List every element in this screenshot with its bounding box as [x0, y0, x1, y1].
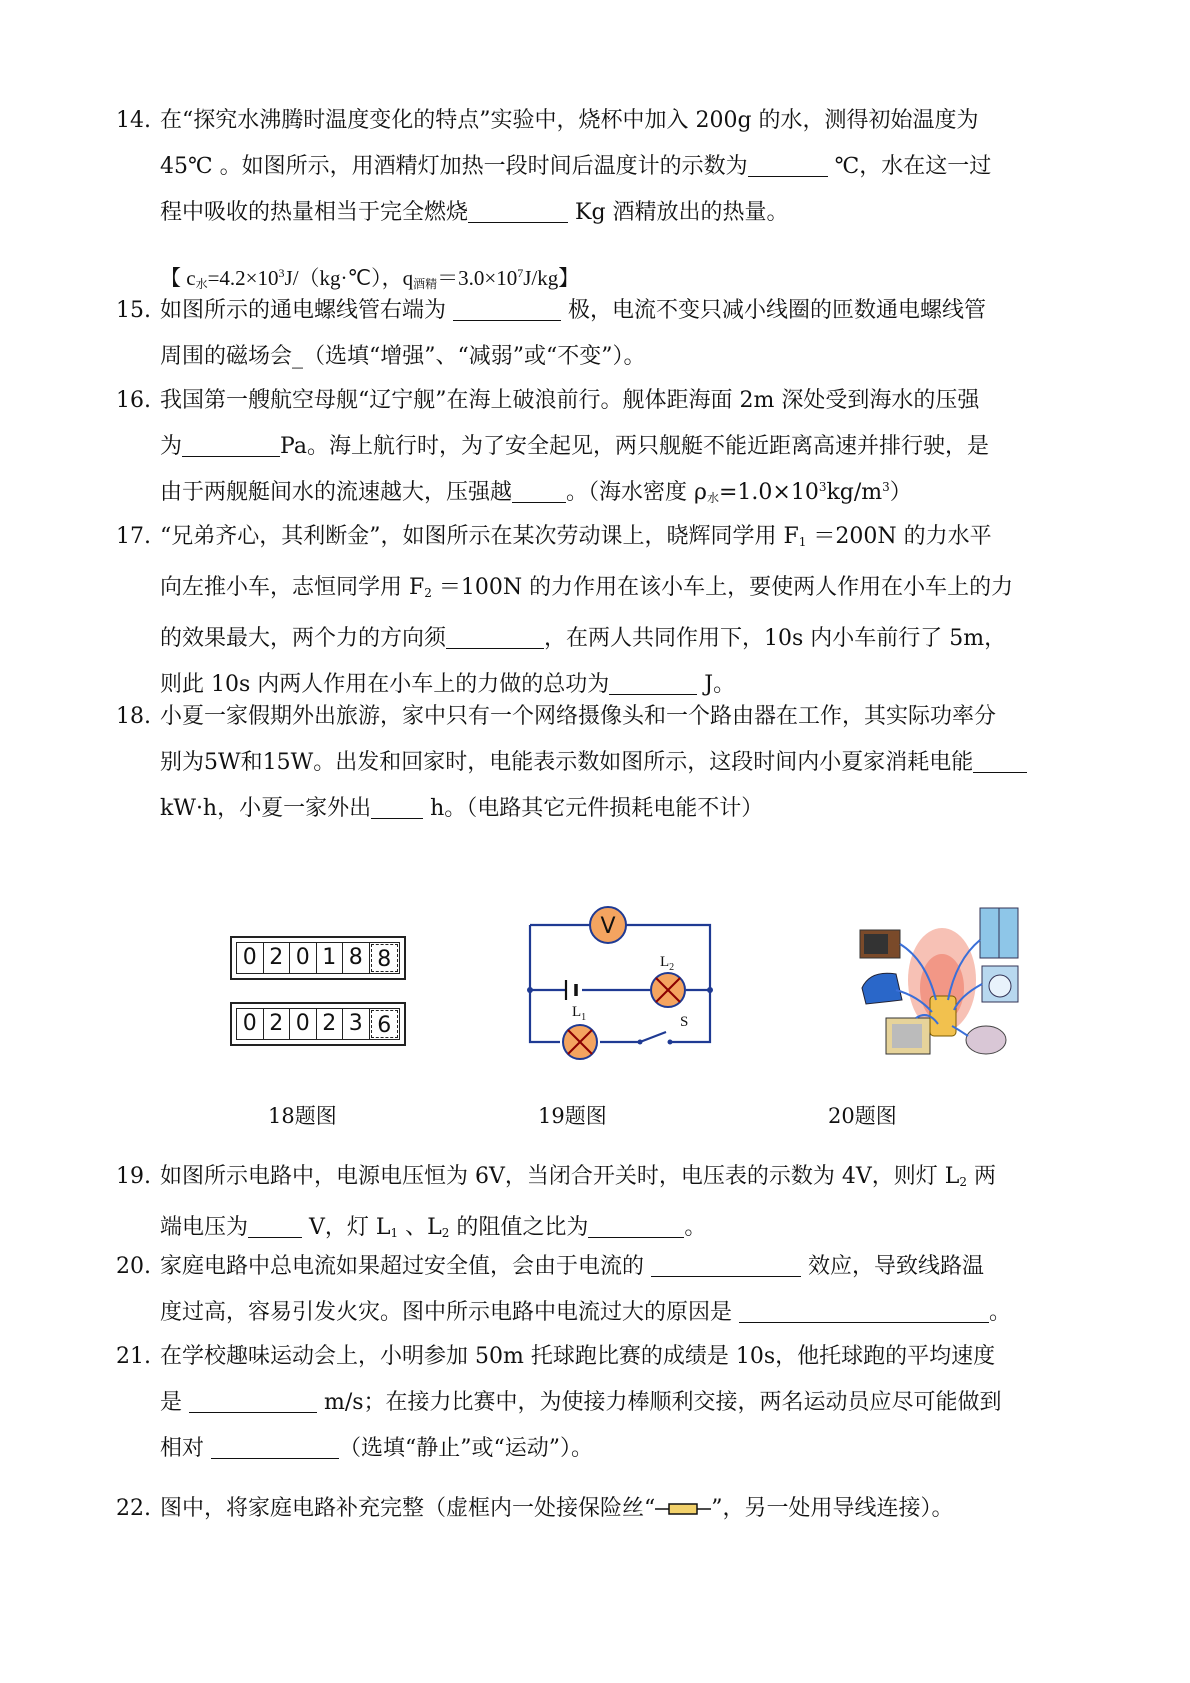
fuse-symbol-icon [655, 1487, 711, 1501]
question-number: 21. [116, 1344, 151, 1369]
meter-digit: 2 [317, 1009, 344, 1039]
answer-blank[interactable] [211, 1436, 339, 1459]
question-20: 20. 家庭电路中总电流如果超过安全值，会由于电流的 效应，导致线路温 度过高，容易引发火灾。图中所示电路中电流过大的原因是 。 [116, 1244, 1080, 1336]
meter-digit: 0 [237, 943, 264, 973]
lamp-l1-icon [563, 1025, 597, 1059]
question-text: 我国第一艘航空母舰“辽宁舰”在海上破浪前行。舰体距海面 2m 深处受到海水的压强 [160, 388, 980, 413]
television-icon [886, 1018, 930, 1054]
formula-constants: 【 $c_水=4.2\times 10^3J/(kg\cdot℃)$，$q_{酒精}=3.0\times 10^7J/kg$】 [160, 266, 580, 291]
question-text: 度过高，容易引发火灾。图中所示电路中电流过大的原因是 [160, 1300, 739, 1325]
answer-blank[interactable] [189, 1390, 317, 1413]
svg-text:L1: $L_1$ [572, 1004, 587, 1023]
question-text: Pa。海上航行时，为了安全起见，两只舰艇不能近距离高速并排行驶，是 [280, 434, 989, 459]
question-text: （选填“静止”或“运动”）。 [339, 1436, 593, 1461]
question-text: ＝100N 的力作用在该小车上，要使两人作用在小车上的力 [431, 575, 1014, 600]
question-text: ”，另一处用导线连接）。 [711, 1496, 954, 1521]
question-text: 如图所示的通电螺线管右端为 [160, 298, 453, 323]
question-19: 19. 如图所示电路中，电源电压恒为 6V，当闭合开关时，电压表的示数为 4V，则灯 $L_2$ 两 端电压为 V，灯 $L_1$ 、$L_2$ 的阻值之比为 。 [116, 1154, 1080, 1256]
answer-blank[interactable] [453, 298, 561, 321]
answer-blank[interactable] [748, 154, 828, 177]
meter-reading-end [230, 1002, 406, 1046]
question-text: 小夏一家假期外出旅游，家中只有一个网络摄像头和一个路由器在工作，其实际功率分 [160, 704, 997, 729]
answer-blank[interactable] [973, 750, 1027, 773]
question-17: 17. “兄弟齐心，其利断金”，如图所示在某次劳动课上，晓辉同学用 $F_1 =200N$ 的力水平 向左推小车，志恒同学用 $F_2 =100N$ 的力作用在该小车上，要使两人作用在小车上的力 的效果最大，两个力的方向须 ，在两人共同作用下，10s 内小车前行了 5m， 则此 10s 内两人作用在小车上的力做的总功为 J。 [116, 514, 1080, 708]
answer-blank[interactable] [588, 1215, 684, 1238]
svg-text:V: V [600, 914, 616, 939]
question-number: 16. [116, 388, 151, 413]
meter-digit: 6 [371, 1010, 399, 1038]
question-number: 17. [116, 524, 151, 549]
washing-machine-icon [982, 966, 1018, 1002]
question-text: 相对 [160, 1436, 211, 1461]
figure-20-caption: 20题图 [828, 1104, 897, 1128]
figure-18-caption: 18题图 [268, 1104, 337, 1128]
answer-blank[interactable] [609, 672, 697, 695]
question-number: 14. [116, 108, 151, 133]
meter-digit: 0 [290, 1009, 317, 1039]
circuit-diagram [520, 900, 720, 1060]
question-text: ℃，水在这一过 [827, 154, 992, 179]
question-16: 16. 我国第一艘航空母舰“辽宁舰”在海上破浪前行。舰体距海面 2m 深处受到海水的压强 为 Pa。海上航行时，为了安全起见，两只舰艇不能近距离高速并排行驶，是 由于两舰艇间水的流速越大，压强越 。（海水密度 $\rho_水=1.0\times 10^3kg/m^3$） [116, 378, 1080, 521]
meter-digit: 0 [237, 1009, 264, 1039]
question-text: 向左推小车，志恒同学用 F [160, 575, 425, 600]
question-text: J。 [697, 672, 736, 697]
question-22 [116, 1486, 1080, 1532]
overloaded-socket-illustration [856, 900, 1028, 1072]
question-text: “兄弟齐心，其利断金”，如图所示在某次劳动课上，晓辉同学用 F [160, 524, 799, 549]
question-text: 周围的磁场会_（选填“增强”、“减弱”或“不变”）。 [160, 344, 646, 369]
meter-digit: 8 [343, 943, 370, 973]
question-text: 家庭电路中总电流如果超过安全值，会由于电流的 [160, 1254, 651, 1279]
question-text: ＝200N 的力水平 [806, 524, 992, 549]
answer-blank[interactable] [371, 796, 423, 819]
answer-blank[interactable] [446, 626, 544, 649]
answer-blank[interactable] [651, 1254, 801, 1277]
meter-digit: 3 [343, 1009, 370, 1039]
meter-digit: 2 [264, 1009, 291, 1039]
question-number: 15. [116, 298, 151, 323]
question-text: 则此 10s 内两人作用在小车上的力做的总功为 [160, 672, 610, 697]
question-text: V，灯 L [302, 1215, 391, 1240]
question-number: 19. [116, 1164, 151, 1189]
meter-digit: 1 [317, 943, 344, 973]
lamp-l2-icon [651, 973, 685, 1007]
answer-blank[interactable] [468, 200, 568, 223]
svg-text:S: S [680, 1014, 689, 1030]
question-text: kW·h，小夏一家外出 [160, 796, 372, 821]
question-text: ，在两人共同作用下，10s 内小车前行了 5m， [544, 626, 1007, 651]
question-text: 端电压为 [160, 1215, 249, 1240]
question-text: m/s；在接力比赛中，为使接力棒顺利交接，两名运动员应尽可能做到 [317, 1390, 1002, 1415]
figure-19-caption: 19题图 [538, 1104, 607, 1128]
question-15 [116, 288, 1080, 380]
question-text: 别为5W和15W。出发和回家时，电能表示数如图所示，这段时间内小夏家消耗电能 [160, 750, 974, 775]
question-text: 如图所示电路中，电源电压恒为 6V，当闭合开关时，电压表的示数为 4V，则灯 L [160, 1164, 960, 1189]
question-text: 程中吸收的热量相当于完全燃烧 [160, 200, 469, 225]
meter-reading-start [230, 936, 406, 980]
rice-cooker-icon [966, 1026, 1006, 1054]
microwave-icon [860, 930, 900, 958]
question-14 [116, 98, 1080, 236]
question-text: 45℃ 。如图所示，用酒精灯加热一段时间后温度计的示数为 [160, 154, 748, 179]
question-21 [116, 1334, 1080, 1472]
question-text: 。（海水密度 ρ [566, 480, 707, 505]
answer-blank[interactable] [739, 1300, 989, 1323]
question-number: 22. [116, 1496, 151, 1521]
question-text: h。（电路其它元件损耗电能不计） [423, 796, 764, 821]
question-text: 的效果最大，两个力的方向须 [160, 626, 447, 651]
question-text: 为 [160, 434, 183, 459]
question-text: 效应，导致线路温 [801, 1254, 984, 1279]
question-text: 极，电流不变只减小线圈的匝数通电螺线管 [561, 298, 986, 323]
question-text: Kg 酒精放出的热量。 [568, 200, 789, 225]
meter-digit: 0 [290, 943, 317, 973]
question-text: 由于两舰艇间水的流速越大，压强越 [160, 480, 513, 505]
answer-blank[interactable] [182, 434, 280, 457]
refrigerator-icon [980, 908, 1018, 958]
question-number: 18. [116, 704, 151, 729]
answer-blank[interactable] [512, 480, 566, 503]
question-18 [116, 694, 1080, 832]
power-strip-icon [930, 996, 956, 1036]
answer-blank[interactable] [248, 1215, 302, 1238]
question-text: 两 [967, 1164, 997, 1189]
meter-digit: 8 [371, 944, 399, 972]
iron-icon [862, 973, 902, 1004]
question-text: 在“探究水沸腾时温度变化的特点”实验中，烧杯中加入 200g 的水，测得初始温度为 [160, 108, 979, 133]
question-text: 图中，将家庭电路补充完整（虚框内一处接保险丝“ [160, 1496, 656, 1521]
voltmeter-icon [590, 907, 626, 943]
question-number: 20. [116, 1254, 151, 1279]
question-text: 的阻值之比为 [449, 1215, 589, 1240]
svg-text:L2: $L_2$ [660, 954, 675, 973]
question-text: 在学校趣味运动会上，小明参加 50m 托球跑比赛的成绩是 10s，他托球跑的平均速度 [160, 1344, 996, 1369]
meter-digit: 2 [264, 943, 291, 973]
question-text: 是 [160, 1390, 189, 1415]
